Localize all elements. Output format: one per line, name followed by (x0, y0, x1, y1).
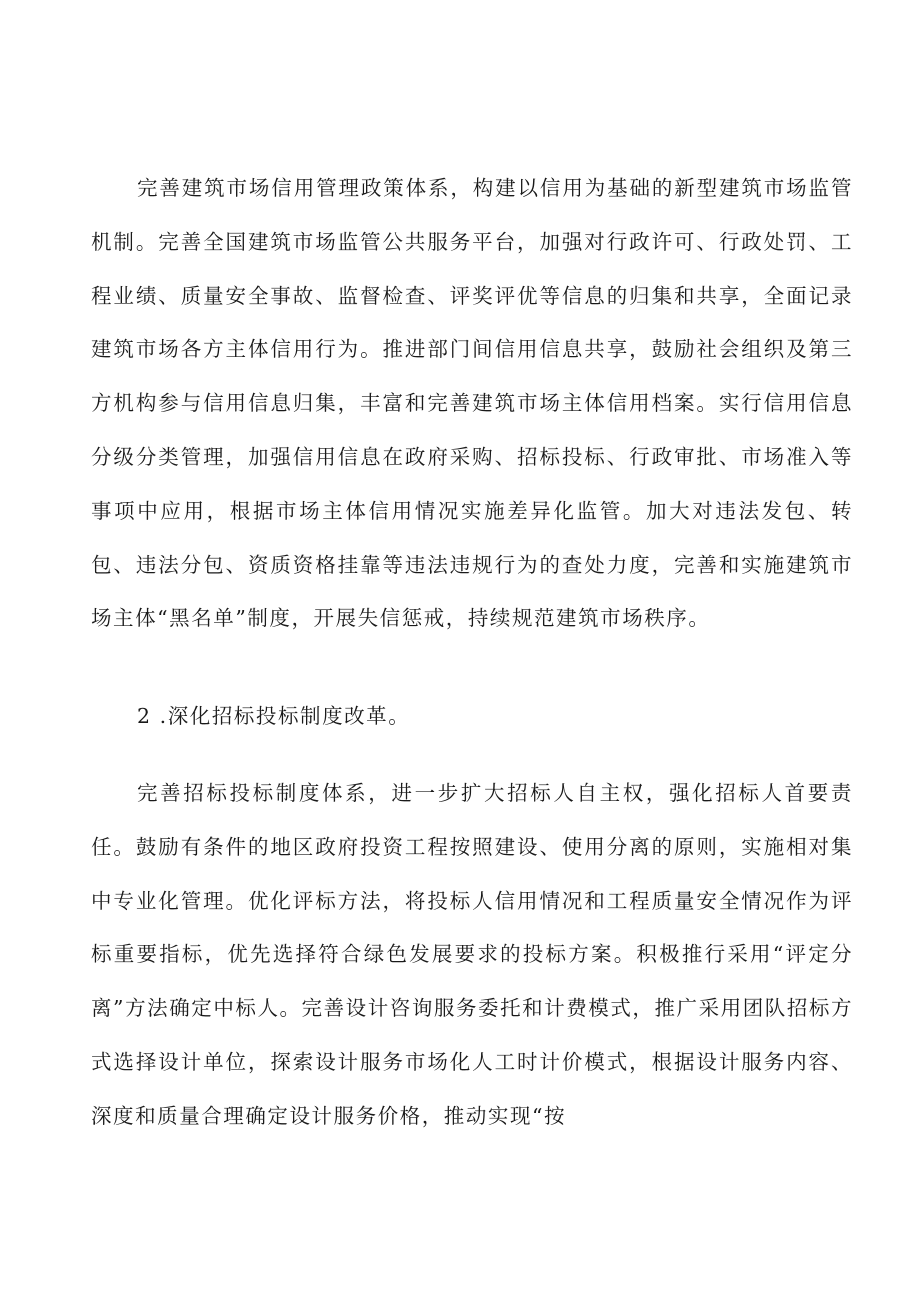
section-heading-bidding-reform: 2 .深化招标投标制度改革。 (137, 704, 411, 728)
paragraph-credit-management: 完善建筑市场信用管理政策体系，构建以信用为基础的新型建筑市场监管机制。完善全国建筑市场监管公共服务平台，加强对行政许可、行政处罚、工程业绩、质量安全事故、监督检查、评奖评优等信息的归集和共享，全面记录建筑市场各方主体信用行为。推进部门间信用信息共享，鼓励社会组织及第三方机构参与信用信息归集，丰富和完善建筑市场主体信用档案。实行信用信息分级分类管理，加强信用信息在政府采购、招标投标、行政审批、市场准入等事项中应用，根据市场主体信用情况实施差异化监管。加大对违法发包、转包、违法分包、资质资格挂靠等违法违规行为的查处力度，完善和实施建筑市场主体“黑名单”制度，开展失信惩戒，持续规范建筑市场秩序。 (91, 176, 853, 631)
paragraph-bidding-system: 完善招标投标制度体系，进一步扩大招标人自主权，强化招标人首要责任。鼓励有条件的地区政府投资工程按照建设、使用分离的原则，实施相对集中专业化管理。优化评标方法，将投标人信用情况和工程质量安全情况作为评标重要指标，优先选择符合绿色发展要求的投标方案。积极推行采用“评定分离”方法确定中标人。完善设计咨询服务委托和计费模式，推广采用团队招标方式选择设计单位，探索设计服务市场化人工时计价模式，根据设计服务内容、深度和质量合理确定设计服务价格，推动实现“按 (91, 781, 853, 1128)
